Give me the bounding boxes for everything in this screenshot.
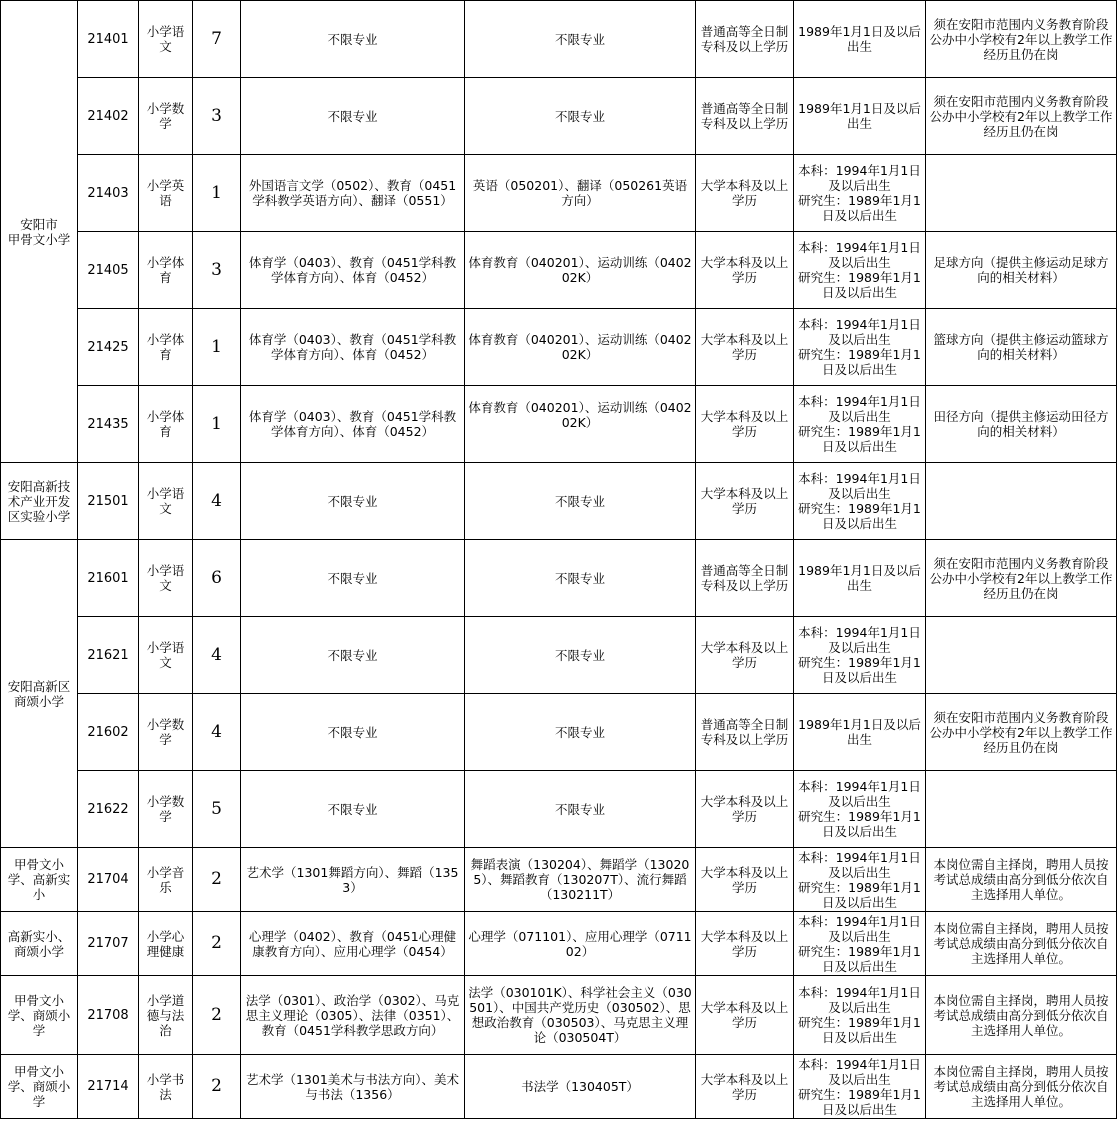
major-undergrad-cell: 心理学（0402）、教育（0451心理健康教育方向）、应用心理学（0454） — [241, 912, 465, 976]
age-cell: 1989年1月1日及以后出生 — [794, 78, 926, 155]
remark-cell: 须在安阳市范围内义务教育阶段公办中小学校有2年以上教学工作经历且仍在岗 — [926, 78, 1117, 155]
age-cell: 本科：1994年1月1日及以后出生 研究生：1989年1月1日及以后出生 — [794, 309, 926, 386]
major-grad-cell: 法学（030101K）、科学社会主义（030501）、中国共产党历史（030502）、思想政治教育（030503）、马克思主义理论（030504T） — [465, 976, 696, 1055]
position-code: 21501 — [78, 463, 139, 540]
age-cell: 1989年1月1日及以后出生 — [794, 694, 926, 771]
count-cell: 4 — [193, 463, 241, 540]
subject-cell: 小学语文 — [139, 463, 193, 540]
education-cell: 大学本科及以上学历 — [696, 155, 794, 232]
age-cell: 本科：1994年1月1日及以后出生 研究生：1989年1月1日及以后出生 — [794, 463, 926, 540]
count-cell: 2 — [193, 1055, 241, 1119]
major-grad-cell: 心理学（071101）、应用心理学（071102） — [465, 912, 696, 976]
education-cell: 普通高等全日制专科及以上学历 — [696, 540, 794, 617]
age-cell: 本科：1994年1月1日及以后出生 研究生：1989年1月1日及以后出生 — [794, 232, 926, 309]
remark-cell: 足球方向（提供主修运动足球方向的相关材料） — [926, 232, 1117, 309]
major-grad-cell: 体育教育（040201）、运动训练（040202K） — [465, 386, 696, 463]
table-row — [1, 155, 1117, 232]
education-cell: 大学本科及以上学历 — [696, 848, 794, 912]
remark-cell: 田径方向（提供主修运动田径方向的相关材料） — [926, 386, 1117, 463]
subject-cell: 小学体育 — [139, 309, 193, 386]
table-row — [1, 386, 1117, 463]
count-cell: 1 — [193, 309, 241, 386]
education-cell: 大学本科及以上学历 — [696, 1055, 794, 1119]
remark-cell: 本岗位需自主择岗，聘用人员按考试总成绩由高分到低分依次自主选择用人单位。 — [926, 1055, 1117, 1119]
unit-cell: 安阳市 甲骨文小学 — [1, 1, 78, 463]
education-cell: 大学本科及以上学历 — [696, 976, 794, 1055]
position-code: 21622 — [78, 771, 139, 848]
count-cell: 2 — [193, 912, 241, 976]
count-cell: 3 — [193, 78, 241, 155]
major-grad-cell: 不限专业 — [465, 540, 696, 617]
subject-cell: 小学体育 — [139, 232, 193, 309]
major-undergrad-cell: 艺术学（1301舞蹈方向）、舞蹈（1353） — [241, 848, 465, 912]
major-undergrad-cell: 不限专业 — [241, 617, 465, 694]
age-cell: 1989年1月1日及以后出生 — [794, 540, 926, 617]
major-grad-cell: 体育教育（040201）、运动训练（040202K） — [465, 232, 696, 309]
major-undergrad-cell: 不限专业 — [241, 1, 465, 78]
subject-cell: 小学心理健康 — [139, 912, 193, 976]
major-grad-cell: 不限专业 — [465, 617, 696, 694]
count-cell: 2 — [193, 848, 241, 912]
education-cell: 大学本科及以上学历 — [696, 309, 794, 386]
unit-cell: 甲骨文小学、商颂小学 — [1, 1055, 78, 1119]
education-cell: 普通高等全日制专科及以上学历 — [696, 78, 794, 155]
position-code: 21405 — [78, 232, 139, 309]
unit-cell: 安阳高新区 商颂小学 — [1, 540, 78, 848]
subject-cell: 小学数学 — [139, 78, 193, 155]
age-cell: 本科：1994年1月1日及以后出生 研究生：1989年1月1日及以后出生 — [794, 976, 926, 1055]
major-undergrad-cell: 不限专业 — [241, 694, 465, 771]
major-grad-cell: 不限专业 — [465, 463, 696, 540]
major-undergrad-cell: 体育学（0403）、教育（0451学科教学体育方向）、体育（0452） — [241, 309, 465, 386]
major-grad-cell: 英语（050201）、翻译（050261英语方向） — [465, 155, 696, 232]
major-undergrad-cell: 不限专业 — [241, 540, 465, 617]
position-code: 21704 — [78, 848, 139, 912]
count-cell: 4 — [193, 694, 241, 771]
position-code: 21601 — [78, 540, 139, 617]
major-undergrad-cell: 不限专业 — [241, 78, 465, 155]
remark-cell — [926, 155, 1117, 232]
table-row — [1, 463, 1117, 540]
major-grad-cell: 舞蹈表演（130204）、舞蹈学（130205）、舞蹈教育（130207T）、流行舞蹈（130211T） — [465, 848, 696, 912]
table-row — [1, 1055, 1117, 1119]
table-row — [1, 540, 1117, 617]
table-row — [1, 1, 1117, 78]
count-cell: 5 — [193, 771, 241, 848]
age-cell: 本科：1994年1月1日及以后出生 研究生：1989年1月1日及以后出生 — [794, 155, 926, 232]
subject-cell: 小学道德与法治 — [139, 976, 193, 1055]
remark-cell: 本岗位需自主择岗，聘用人员按考试总成绩由高分到低分依次自主选择用人单位。 — [926, 976, 1117, 1055]
position-code: 21402 — [78, 78, 139, 155]
position-code: 21425 — [78, 309, 139, 386]
table-row — [1, 848, 1117, 912]
table-row — [1, 694, 1117, 771]
age-cell: 本科：1994年1月1日及以后出生 研究生：1989年1月1日及以后出生 — [794, 848, 926, 912]
subject-cell: 小学书法 — [139, 1055, 193, 1119]
major-grad-cell: 不限专业 — [465, 771, 696, 848]
position-code: 21435 — [78, 386, 139, 463]
subject-cell: 小学音乐 — [139, 848, 193, 912]
major-undergrad-cell: 体育学（0403）、教育（0451学科教学体育方向）、体育（0452） — [241, 386, 465, 463]
age-cell: 本科：1994年1月1日及以后出生 研究生：1989年1月1日及以后出生 — [794, 617, 926, 694]
education-cell: 普通高等全日制专科及以上学历 — [696, 1, 794, 78]
remark-cell: 须在安阳市范围内义务教育阶段公办中小学校有2年以上教学工作经历且仍在岗 — [926, 540, 1117, 617]
major-grad-cell: 不限专业 — [465, 694, 696, 771]
remark-cell: 篮球方向（提供主修运动篮球方向的相关材料） — [926, 309, 1117, 386]
position-code: 21621 — [78, 617, 139, 694]
table-row — [1, 617, 1117, 694]
remark-cell: 本岗位需自主择岗，聘用人员按考试总成绩由高分到低分依次自主选择用人单位。 — [926, 912, 1117, 976]
table-row — [1, 976, 1117, 1055]
education-cell: 大学本科及以上学历 — [696, 617, 794, 694]
subject-cell: 小学英语 — [139, 155, 193, 232]
education-cell: 大学本科及以上学历 — [696, 386, 794, 463]
subject-cell: 小学体育 — [139, 386, 193, 463]
position-code: 21401 — [78, 1, 139, 78]
table-row — [1, 912, 1117, 976]
remark-cell — [926, 771, 1117, 848]
age-cell: 本科：1994年1月1日及以后出生 研究生：1989年1月1日及以后出生 — [794, 386, 926, 463]
age-cell: 本科：1994年1月1日及以后出生 研究生：1989年1月1日及以后出生 — [794, 1055, 926, 1119]
education-cell: 大学本科及以上学历 — [696, 232, 794, 309]
subject-cell: 小学语文 — [139, 1, 193, 78]
subject-cell: 小学语文 — [139, 540, 193, 617]
age-cell: 本科：1994年1月1日及以后出生 研究生：1989年1月1日及以后出生 — [794, 912, 926, 976]
table-row — [1, 232, 1117, 309]
major-undergrad-cell: 不限专业 — [241, 771, 465, 848]
major-grad-cell: 书法学（130405T） — [465, 1055, 696, 1119]
table-row — [1, 771, 1117, 848]
remark-cell — [926, 617, 1117, 694]
major-grad-cell: 体育教育（040201）、运动训练（040202K） — [465, 309, 696, 386]
remark-cell: 须在安阳市范围内义务教育阶段公办中小学校有2年以上教学工作经历且仍在岗 — [926, 1, 1117, 78]
position-code: 21602 — [78, 694, 139, 771]
major-undergrad-cell: 法学（0301）、政治学（0302）、马克思主义理论（0305）、法律（0351）、教育（0451学科教学思政方向） — [241, 976, 465, 1055]
major-undergrad-cell: 艺术学（1301美术与书法方向）、美术与书法（1356） — [241, 1055, 465, 1119]
count-cell: 4 — [193, 617, 241, 694]
unit-cell: 安阳高新技术产业开发区实验小学 — [1, 463, 78, 540]
education-cell: 大学本科及以上学历 — [696, 463, 794, 540]
position-code: 21403 — [78, 155, 139, 232]
position-code: 21708 — [78, 976, 139, 1055]
table-row — [1, 78, 1117, 155]
major-undergrad-cell: 外国语言文学（0502）、教育（0451学科教学英语方向）、翻译（0551） — [241, 155, 465, 232]
education-cell: 大学本科及以上学历 — [696, 771, 794, 848]
major-undergrad-cell: 体育学（0403）、教育（0451学科教学体育方向）、体育（0452） — [241, 232, 465, 309]
major-undergrad-cell: 不限专业 — [241, 463, 465, 540]
unit-cell: 甲骨文小学、高新实小 — [1, 848, 78, 912]
subject-cell: 小学语文 — [139, 617, 193, 694]
count-cell: 7 — [193, 1, 241, 78]
age-cell: 1989年1月1日及以后出生 — [794, 1, 926, 78]
table-row — [1, 309, 1117, 386]
count-cell: 1 — [193, 155, 241, 232]
count-cell: 1 — [193, 386, 241, 463]
remark-cell — [926, 463, 1117, 540]
position-code: 21707 — [78, 912, 139, 976]
age-cell: 本科：1994年1月1日及以后出生 研究生：1989年1月1日及以后出生 — [794, 771, 926, 848]
position-code: 21714 — [78, 1055, 139, 1119]
count-cell: 2 — [193, 976, 241, 1055]
unit-cell: 甲骨文小学、商颂小学 — [1, 976, 78, 1055]
count-cell: 6 — [193, 540, 241, 617]
education-cell: 普通高等全日制专科及以上学历 — [696, 694, 794, 771]
remark-cell: 本岗位需自主择岗，聘用人员按考试总成绩由高分到低分依次自主选择用人单位。 — [926, 848, 1117, 912]
education-cell: 大学本科及以上学历 — [696, 912, 794, 976]
subject-cell: 小学数学 — [139, 694, 193, 771]
unit-cell: 高新实小、商颂小学 — [1, 912, 78, 976]
major-grad-cell: 不限专业 — [465, 78, 696, 155]
count-cell: 3 — [193, 232, 241, 309]
subject-cell: 小学数学 — [139, 771, 193, 848]
remark-cell: 须在安阳市范围内义务教育阶段公办中小学校有2年以上教学工作经历且仍在岗 — [926, 694, 1117, 771]
major-grad-cell: 不限专业 — [465, 1, 696, 78]
